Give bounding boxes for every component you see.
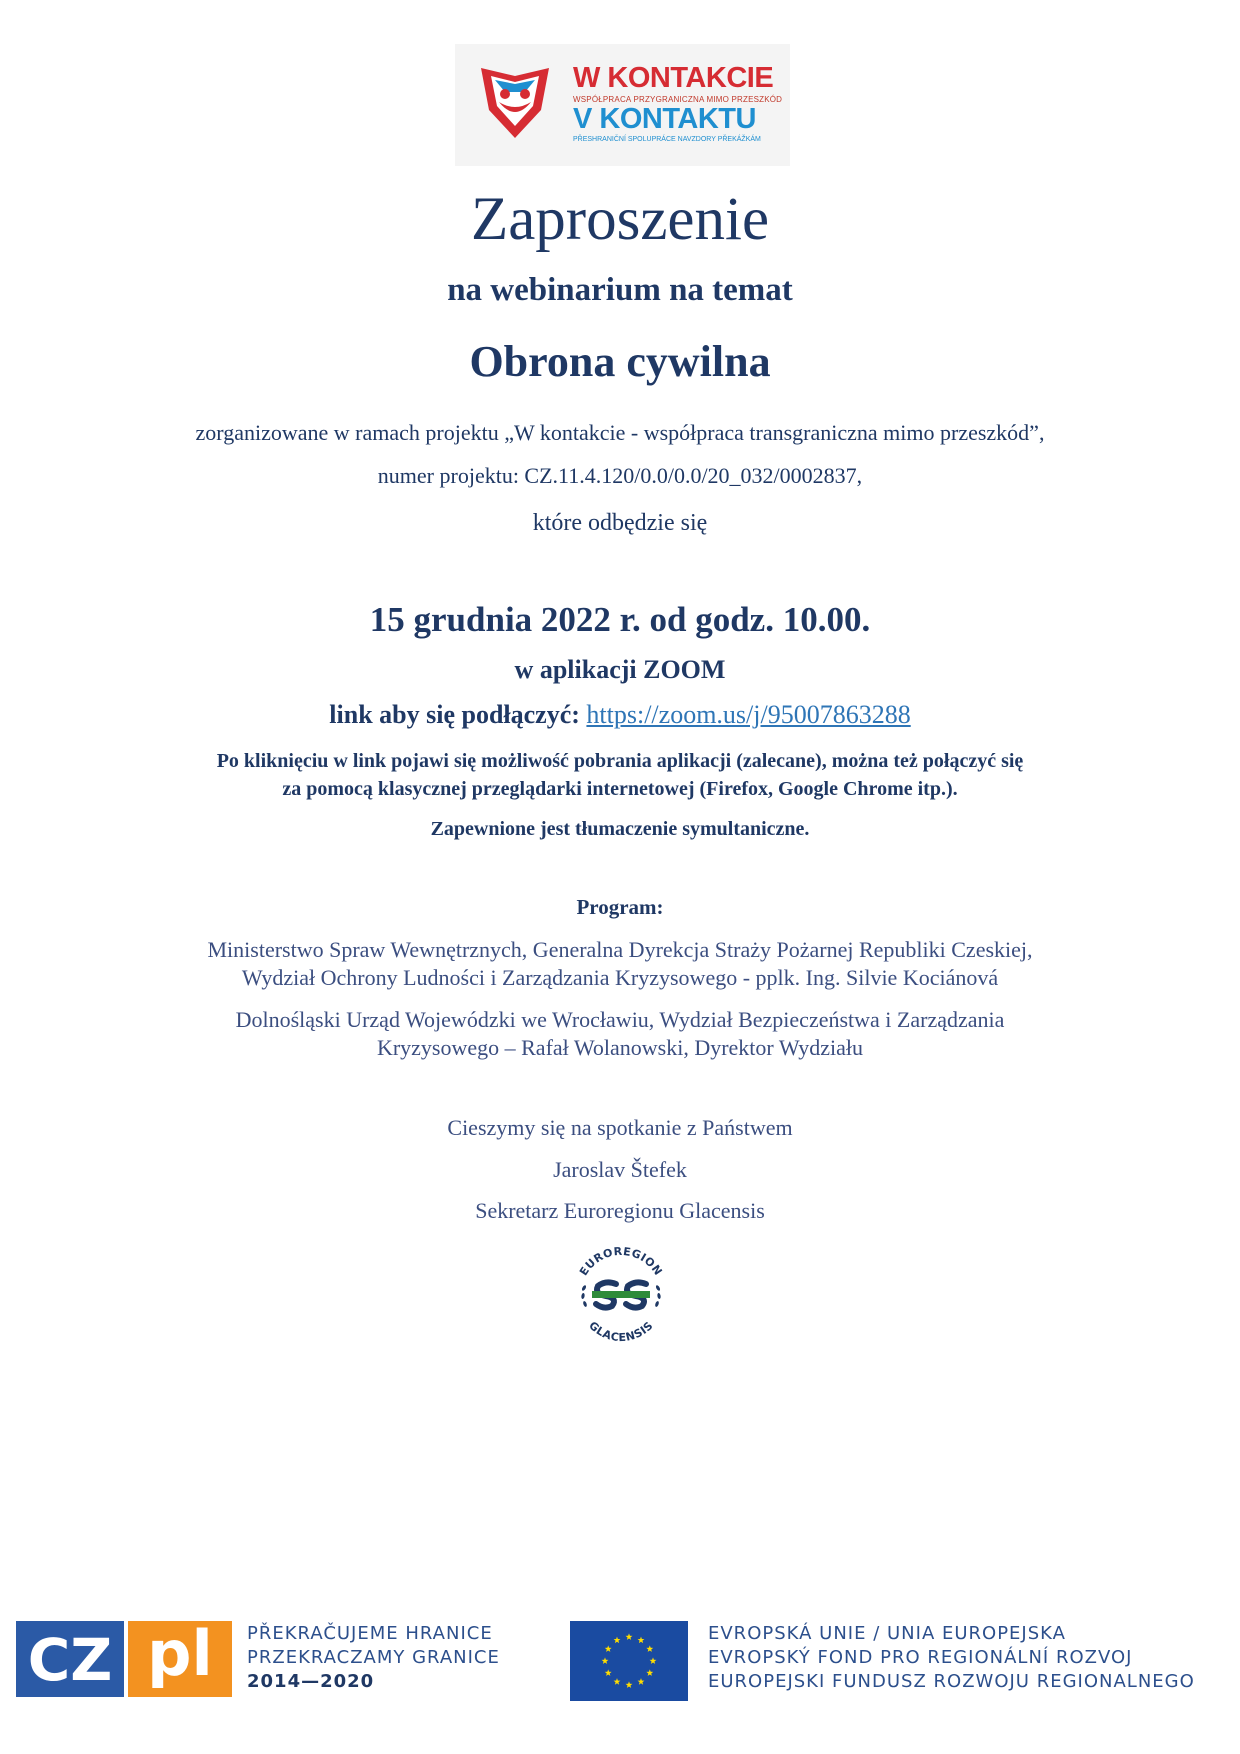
link-label: link aby się podłączyć: <box>329 700 587 729</box>
czpl-line-1: PŘEKRAČUJEME HRANICE <box>247 1623 493 1644</box>
logo-line-1: W KONTAKCIE <box>573 62 774 94</box>
program-item-1-line-1: Ministerstwo Spraw Wewnętrznych, Generalna Dyrekcja Straży Pożarnej Republiki Czeskiej, <box>207 937 1033 962</box>
czpl-line-3: 2014—2020 <box>247 1671 375 1692</box>
euroregion-glacensis-logo <box>566 1240 676 1350</box>
signer-name: Jaroslav Štefek <box>553 1157 687 1182</box>
project-shield-icon <box>475 62 555 142</box>
translation-note: Zapewnione jest tłumaczenie symultaniczne. <box>430 818 810 840</box>
eu-line-3: EUROPEJSKI FUNDUSZ ROZWOJU REGIONALNEGO <box>708 1671 1195 1692</box>
zoom-link[interactable]: https://zoom.us/j/95007863288 <box>586 700 911 729</box>
eu-line-1: EVROPSKÁ UNIE / UNIA EUROPEJSKA <box>708 1623 1066 1644</box>
link-line <box>0 700 1240 730</box>
event-date: 15 grudnia 2022 r. od godz. 10.00. <box>369 600 871 639</box>
project-number: numer projektu: CZ.11.4.120/0.0/0.0/20_032/0002837, <box>377 463 863 488</box>
eu-flag-icon <box>570 1621 688 1701</box>
czpl-pl-text: pl <box>147 1621 213 1690</box>
signer-role: Sekretarz Euroregionu Glacensis <box>475 1198 765 1223</box>
info-line-1: Po kliknięciu w link pojawi się możliwość pobrania aplikacji (zalecane), można też połączyć się <box>216 750 1024 772</box>
invitation-title: Zaproszenie <box>470 186 770 253</box>
event-app: w aplikacji ZOOM <box>514 655 726 684</box>
svg-text:EUROREGION <box>577 1245 665 1278</box>
program-item-2-line-2: Kryzysowego – Rafał Wolanowski, Dyrektor Wydziału <box>376 1035 864 1060</box>
program-heading: Program: <box>576 895 664 919</box>
euroregion-logo-bottom-text: GLACENSIS <box>586 1318 656 1345</box>
held-text: które odbędzie się <box>532 510 708 536</box>
logo-line-2: WSPÓŁPRACA PRZYGRANICZNA MIMO PRZESZKÓD <box>573 95 783 104</box>
invitation-subtitle: na webinarium na temat <box>447 272 793 308</box>
eu-line-2: EVROPSKÝ FOND PRO REGIONÁLNÍ ROZVOJ <box>708 1647 1133 1668</box>
czpl-line-2: PRZEKRACZAMY GRANICE <box>247 1647 500 1668</box>
info-line-2: za pomocą klasycznej przeglądarki internetowej (Firefox, Google Chrome itp.). <box>282 778 958 800</box>
project-logo <box>455 44 790 166</box>
czpl-programme-logo <box>16 1621 232 1697</box>
czpl-cz-text: CZ <box>27 1626 113 1694</box>
program-item-2-line-1: Dolnośląski Urząd Wojewódzki we Wrocławiu, Wydział Bezpieczeństwa i Zarządzania <box>235 1007 1005 1032</box>
webinar-topic: Obrona cywilna <box>469 337 771 386</box>
svg-text:GLACENSIS <box>586 1319 656 1344</box>
organized-text: zorganizowane w ramach projektu „W kontakcie - współpraca transgraniczna mimo przeszkód”, <box>195 420 1045 445</box>
euroregion-logo-top-text: EUROREGION <box>577 1244 665 1279</box>
logo-line-3: V KONTAKTU <box>573 103 756 135</box>
program-item-1-line-2: Wydział Ochrony Ludności i Zarządzania Kryzysowego - pplk. Ing. Silvie Kociánová <box>241 965 999 990</box>
closing-greeting: Cieszymy się na spotkanie z Państwem <box>447 1115 793 1140</box>
logo-line-4: PŘESHRANIČNÍ SPOLUPRÁCE NAVZDORY PŘEKÁŽKÁM <box>573 136 761 143</box>
